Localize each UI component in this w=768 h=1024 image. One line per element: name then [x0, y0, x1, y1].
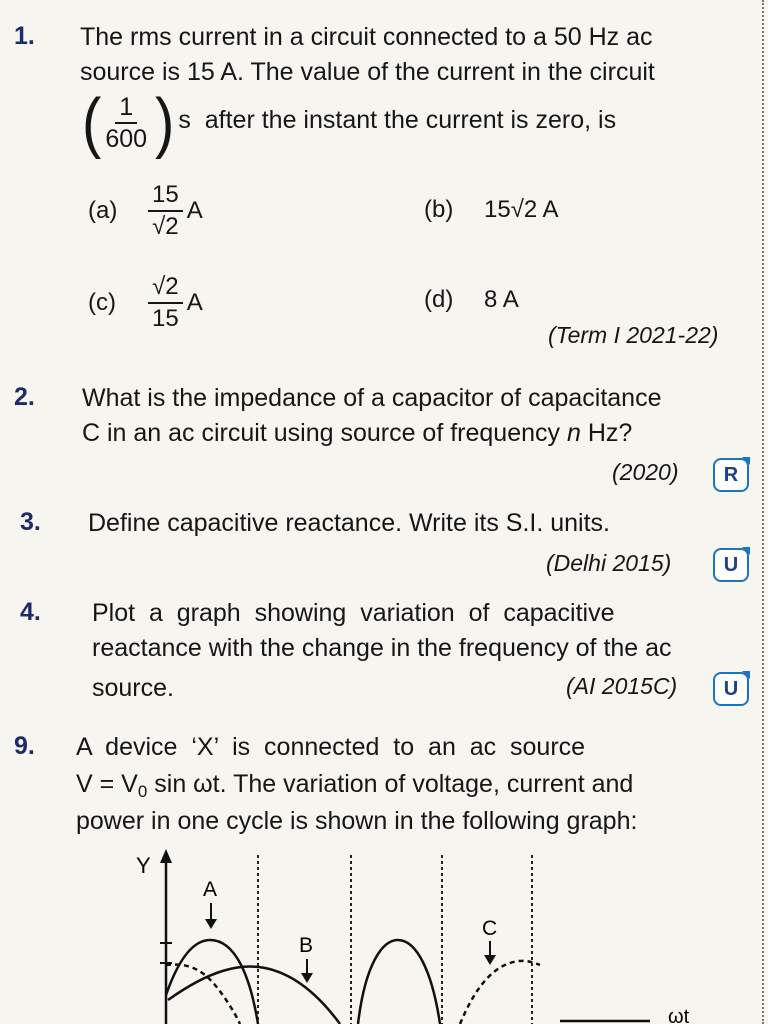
option-c — [88, 272, 203, 334]
question-line: Plot a graph showing variation of capacitive — [92, 599, 615, 627]
label-arrowhead — [301, 973, 313, 983]
page-edge-dotted-rule — [762, 0, 764, 1024]
option-label: (d) — [424, 286, 454, 313]
curve-power-hump — [358, 940, 440, 1024]
text-segment: Hz? — [580, 419, 633, 447]
label-arrowhead — [205, 919, 217, 929]
curve-c — [460, 961, 540, 1024]
text-segment: sin ωt. The variation of voltage, current and — [147, 770, 634, 798]
option-d — [424, 286, 519, 314]
question-line: reactance with the change in the frequency of the ac — [92, 634, 672, 662]
right-paren: ) — [155, 85, 175, 160]
question-line: A device ‘X’ is connected to an ac source — [76, 733, 586, 761]
fraction-denominator: 600 — [105, 125, 148, 153]
curve-label-b: B — [299, 934, 314, 957]
option-unit: A — [186, 289, 203, 316]
question-line: source. — [92, 674, 174, 702]
fraction-numerator: 1 — [115, 92, 137, 124]
question-number: 3. — [20, 508, 41, 536]
fraction — [148, 180, 183, 242]
source-tag: (AI 2015C) — [566, 673, 678, 699]
question-line: s after the instant the current is zero, is — [178, 105, 617, 134]
question-line — [76, 767, 633, 809]
question-number: 9. — [14, 732, 35, 760]
question-number: 2. — [14, 383, 35, 411]
source-tag: (Delhi 2015) — [546, 550, 672, 576]
option-label: (b) — [424, 196, 454, 223]
difficulty-badge: U — [713, 548, 749, 582]
source-tag: (2020) — [612, 459, 679, 485]
x-axis-label: ωt — [668, 1006, 690, 1024]
curve-label-a: A — [203, 878, 218, 901]
fraction-denominator: 15 — [152, 305, 179, 332]
fraction — [101, 92, 151, 154]
option-b — [424, 196, 559, 224]
option-unit: A — [186, 197, 203, 224]
fraction-denominator: √2 — [152, 213, 179, 240]
voltage-current-power-graph — [90, 845, 760, 1024]
question-line: power in one cycle is shown in the following graph: — [76, 807, 638, 835]
option-text: 8 A — [484, 286, 519, 313]
variable-n: n — [566, 419, 581, 447]
difficulty-badge: R — [713, 458, 749, 492]
option-a — [88, 180, 203, 242]
question-line: Define capacitive reactance. Write its S.I. units. — [88, 509, 610, 537]
text-segment: V = V — [76, 770, 138, 798]
left-paren: ( — [82, 85, 102, 160]
text-segment: C in an ac circuit using source of frequency — [82, 419, 567, 447]
question-line: The rms current in a circuit connected to a 50 Hz ac — [80, 23, 653, 51]
option-text: 15√2 A — [484, 196, 559, 223]
subscript: 0 — [137, 782, 148, 801]
curve-b — [168, 967, 340, 1024]
question-number: 1. — [14, 22, 35, 50]
fraction-numerator: 15 — [148, 180, 183, 212]
question-line: What is the impedance of a capacitor of capacitance — [82, 384, 662, 412]
label-arrowhead — [484, 955, 496, 965]
y-axis-label: Y — [136, 853, 151, 878]
source-tag: (Term I 2021-22) — [548, 322, 719, 348]
question-number: 4. — [20, 598, 41, 626]
question-line: source is 15 A. The value of the current in the circuit — [80, 58, 655, 86]
y-axis-arrow — [160, 849, 172, 863]
fraction — [148, 272, 183, 334]
option-label: (a) — [88, 197, 118, 224]
curve-label-c: C — [482, 917, 498, 940]
curve-a — [166, 940, 258, 1024]
question-line-fraction — [82, 85, 617, 160]
difficulty-badge: U — [713, 672, 749, 706]
option-label: (c) — [88, 289, 116, 316]
question-line — [82, 416, 632, 451]
fraction-numerator: √2 — [148, 272, 183, 304]
